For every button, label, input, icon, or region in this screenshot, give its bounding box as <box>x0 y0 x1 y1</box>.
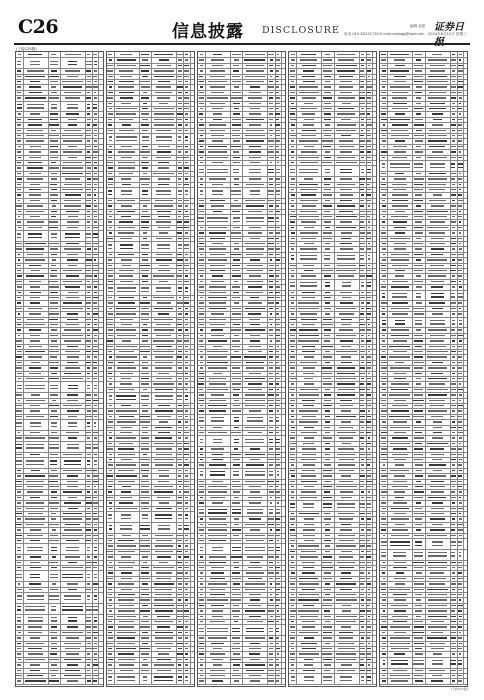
page-header <box>14 16 470 42</box>
header-rule <box>14 43 470 45</box>
continued-to-label: (下转C27版) <box>450 687 468 691</box>
table-row <box>289 673 376 685</box>
table-column <box>288 51 377 687</box>
table-row <box>107 673 194 685</box>
table-row <box>380 678 467 684</box>
issue-date: 2024年6月12日 星期三 <box>428 32 467 36</box>
table-column <box>15 51 104 687</box>
table-row <box>198 678 285 684</box>
table-row <box>16 678 103 684</box>
table-column <box>197 51 286 687</box>
newspaper-logo: 证券日 <box>434 22 464 33</box>
table-column <box>106 51 195 687</box>
disclosure-tables <box>14 51 470 687</box>
page-number: C26 <box>18 16 59 38</box>
section-title: 信息披露 <box>172 22 244 42</box>
table-column <box>379 51 468 687</box>
section-title-english: DISCLOSURE <box>262 25 340 36</box>
continued-from-label: (上接C25版) <box>16 47 37 51</box>
editor-credit: 编辑 赵凯 <box>410 24 426 28</box>
contact-line: 电话 010-83251730 E-mail:zqsbgg@zqrb.net <box>344 32 424 36</box>
